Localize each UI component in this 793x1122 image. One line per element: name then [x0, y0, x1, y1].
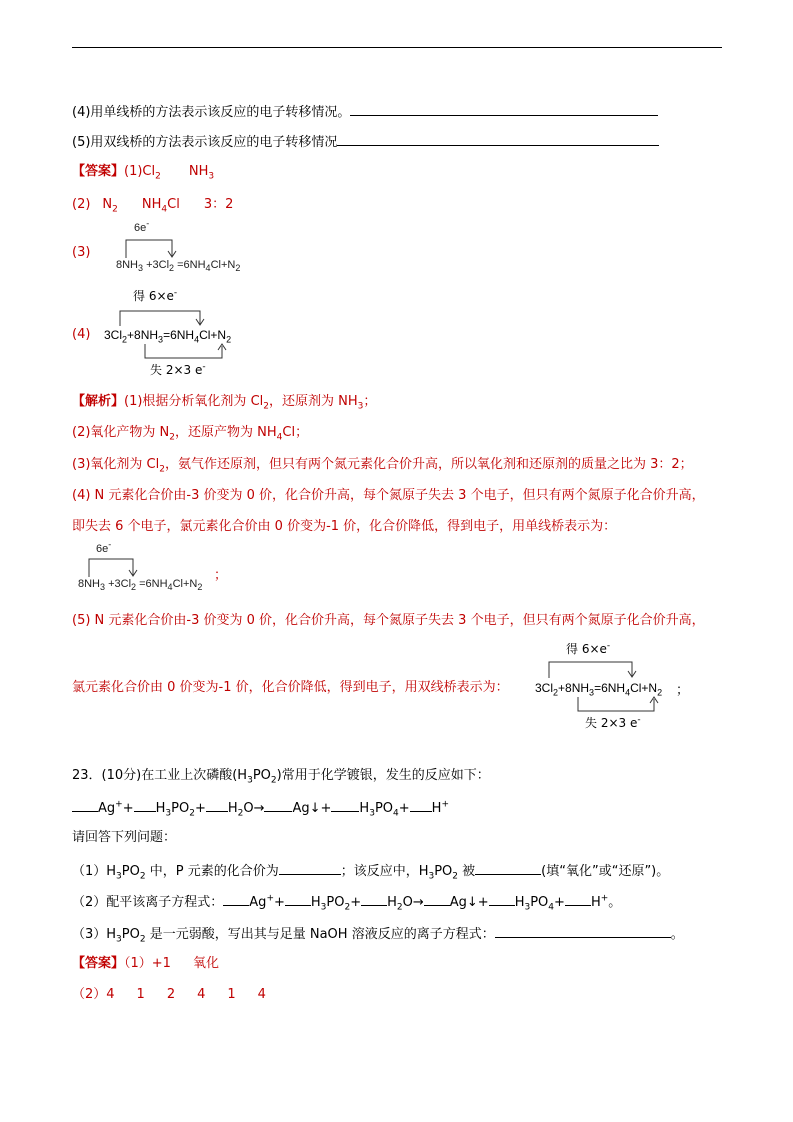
q23-sub1: $(1)H_3PO_2$ 中，P 元素的化合价为 ；该反应中，$H_3PO_2$ 被 (填“氧化”或“还原”)。 — [72, 861, 669, 881]
coef-blank[interactable] — [223, 892, 249, 906]
coef-blank[interactable] — [565, 892, 591, 906]
coef-blank[interactable] — [331, 798, 359, 812]
analysis-tag: 【解析】 — [72, 394, 125, 409]
q23-sub2: （2）配平该离子方程式： $Ag^++ H_3PO_2+ H_2O\to$ Ag↓+ $H_3PO_4+ H^+$。 — [72, 893, 622, 913]
gain-electrons-label: 得 6×e- — [133, 288, 178, 303]
lose-electrons-label: 失 2×3 e- — [150, 362, 206, 377]
analysis-double-bridge-lose-arrow — [0, 0, 1, 1]
analysis-2: (2)氧化产物为 $N_2$，还原产物为 $NH_4Cl$； — [72, 425, 309, 443]
answer-2: (2) $N_2$ $NH_4Cl$ 3：2 — [72, 197, 234, 215]
analysis-4b: 即失去 6 个电子，氯元素化合价由 0 价变为-1 价，化合价降低，得到电子，用单线桥表示为： — [72, 519, 617, 534]
answer-blank[interactable] — [475, 861, 541, 875]
analysis-3: (3)氧化剂为 $Cl_2$，氨气作还原剂，但只有两个氮元素化合价升高，所以氧化剂和还原剂的质量之比为 3：2； — [72, 457, 693, 475]
analysis-5b: 氯元素化合价由 0 价变为-1 价，化合价降低，得到电子，用双线桥表示为： — [72, 680, 509, 695]
coef-blank[interactable] — [410, 798, 432, 812]
coef-blank[interactable] — [206, 798, 228, 812]
coef-blank[interactable] — [361, 892, 387, 906]
analysis-equation-double-bridge: $3Cl_2+8NH_3=6NH_4Cl+N_2$ — [535, 681, 663, 698]
q23-answer-1: 【答案】（1）+1 氧化 — [72, 956, 219, 971]
answer-tag: 【答案】 — [72, 164, 125, 179]
coef-blank[interactable] — [72, 798, 98, 812]
analysis-equation-single-bridge: $8NH_3 +3Cl_2 =6NH_4Cl+N_2$ — [78, 578, 203, 593]
q23-prompt: 请回答下列问题： — [72, 830, 177, 845]
equation-single-bridge: $8NH_3 +3Cl_2 =6NH_4Cl+N_2$ — [116, 259, 241, 274]
equation-double-bridge: $3Cl_2+8NH_3=6NH_4Cl+N_2$ — [104, 328, 232, 345]
analysis-5a: (5) N 元素化合价由-3 价变为 0 价，化合价升高，每个氮原子失去 3 个电子，但只有两个氮原子化合价升高， — [72, 613, 705, 628]
answer-tag: 【答案】 — [72, 956, 125, 971]
coef-blank[interactable] — [424, 892, 450, 906]
analysis-4-end: ； — [214, 568, 228, 583]
q23-sub3: $(3)H_3PO_2$ 是一元弱酸，写出其与足量 NaOH 溶液反应的离子方程式： 。 — [72, 924, 684, 944]
answer-1: 【答案】$(1)Cl_2$ $NH_3$ — [72, 164, 215, 182]
q23-title: 23．(10分)在工业上次磷酸$(H_3PO_2)$常用于化学镀银，发生的反应如下： — [72, 768, 490, 786]
coef-blank[interactable] — [264, 798, 292, 812]
q23-reaction: $Ag^++ H_3PO_2+ H_2O\to$ Ag↓+ $H_3PO_4+ H^+$ — [72, 798, 449, 818]
coef-blank[interactable] — [134, 798, 156, 812]
answer-3-label: (3) — [72, 245, 91, 260]
answer-blank[interactable] — [350, 102, 658, 116]
analysis-gain-label: 得 6×e- — [566, 641, 611, 656]
answer-4-label: (4) — [72, 327, 91, 342]
analysis-single-bridge-label: 6e- — [96, 539, 112, 555]
coef-blank[interactable] — [489, 892, 515, 906]
header-rule — [72, 47, 722, 48]
single-bridge-label: 6e- — [134, 218, 150, 234]
answer-blank[interactable] — [337, 132, 659, 146]
q22-part5: (5)用双线桥的方法表示该反应的电子转移情况 — [72, 132, 659, 152]
analysis-1: 【解析】(1)根据分析氧化剂为 $Cl_2$，还原剂为 $NH_3$； — [72, 394, 377, 412]
analysis-lose-label: 失 2×3 e- — [585, 715, 641, 730]
answer-blank[interactable] — [279, 861, 341, 875]
q23-answer-2: （2）4 1 2 4 1 4 — [72, 987, 266, 1002]
q22-part4: (4)用单线桥的方法表示该反应的电子转移情况。 — [72, 102, 658, 122]
analysis-4a: (4) N 元素化合价由-3 价变为 0 价，化合价升高，每个氮原子失去 3 个电子，但只有两个氮原子化合价升高， — [72, 488, 705, 503]
answer-blank[interactable] — [495, 924, 671, 938]
analysis-5-end: ； — [676, 683, 690, 698]
coef-blank[interactable] — [285, 892, 311, 906]
